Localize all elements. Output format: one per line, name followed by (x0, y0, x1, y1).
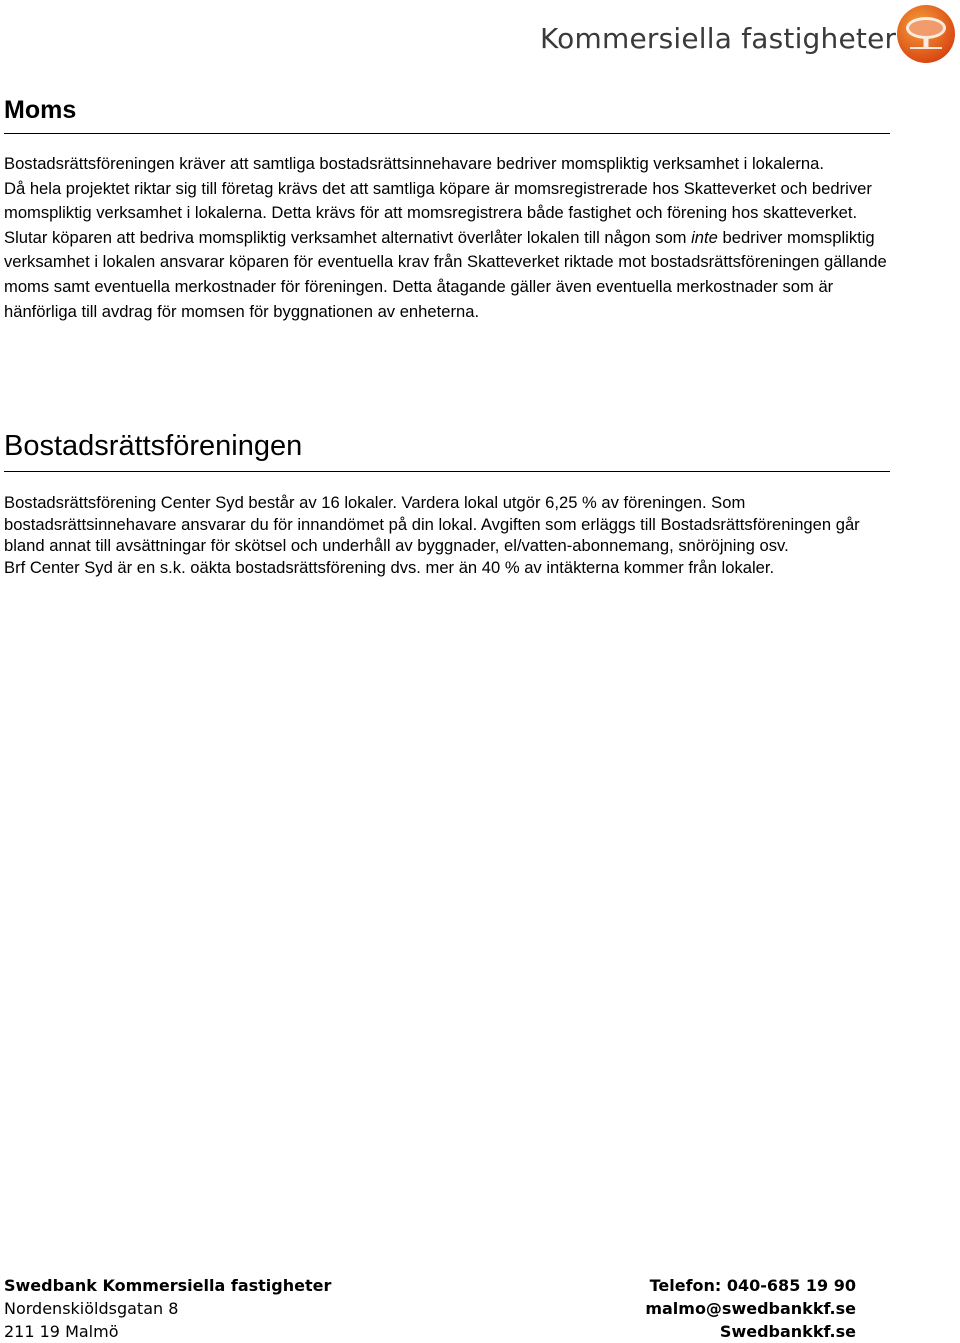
oak-tree-logo-icon (896, 4, 956, 64)
brf-paragraph-2: Brf Center Syd är en s.k. oäkta bostadsrättsförening dvs. mer än 40 % av intäkterna kommer från lokaler. (4, 557, 775, 577)
section-title-brf: Bostadsrättsföreningen (4, 430, 890, 472)
footer-address (4, 1274, 331, 1343)
brf-paragraph-1: Bostadsrättsförening Center Syd består av 16 lokaler. Vardera lokal utgör 6,25 % av föreningen. Som bostadsrättsinnehavare ansvarar du för innandömet på din lokal. Avgiften som erläggs till Bostadsrättsföreningen går bland annat till avsättningar för skötsel och underhåll av byggnader, el/vatten-abonnemang, snöröjning osv. (4, 493, 860, 555)
section-bostadsrattsforeningen (4, 430, 890, 578)
moms-paragraph-1: Bostadsrättsföreningen kräver att samtliga bostadsrättsinnehavare bedriver momspliktig verksamhet i lokalerna. (4, 154, 824, 173)
section-title-moms: Moms (4, 96, 890, 134)
footer-contact (645, 1274, 856, 1343)
footer-company: Swedbank Kommersiella fastigheter (4, 1276, 332, 1295)
section-moms (4, 96, 890, 324)
footer-city: 211 19 Malmö (4, 1322, 119, 1341)
footer-street: Nordenskiöldsgatan 8 (4, 1299, 179, 1318)
moms-paragraph-2: Då hela projektet riktar sig till företag krävs det att samtliga köpare är momsregistrerade hos Skatteverket och bedriver momspliktig verksamhet i lokalerna. Detta krävs för att momsregistrera både fastighet och förening hos skatteverket. Slutar köparen att bedriva momspliktig verksamhet alternativt överlåter lokalen till någon som inte bedriver momspliktig verksamhet i lokalen ansvarar köparen för eventuella krav från Skatteverket riktade mot bostadsrättsföreningen gällande moms samt eventuella merkostnader för föreningen. Detta åtagande gäller även eventuella merkostnader som är hänförliga till avdrag för momsen för byggnationen av enheterna. (4, 178, 887, 321)
brand-name: Kommersiella fastigheter (540, 22, 897, 55)
footer-phone: Telefon: 040-685 19 90 (649, 1276, 856, 1295)
footer-web-link[interactable]: Swedbankkf.se (719, 1322, 856, 1341)
emphasis-inte: inte (691, 227, 718, 247)
footer-email-link[interactable]: malmo@swedbankkf.se (645, 1299, 856, 1318)
